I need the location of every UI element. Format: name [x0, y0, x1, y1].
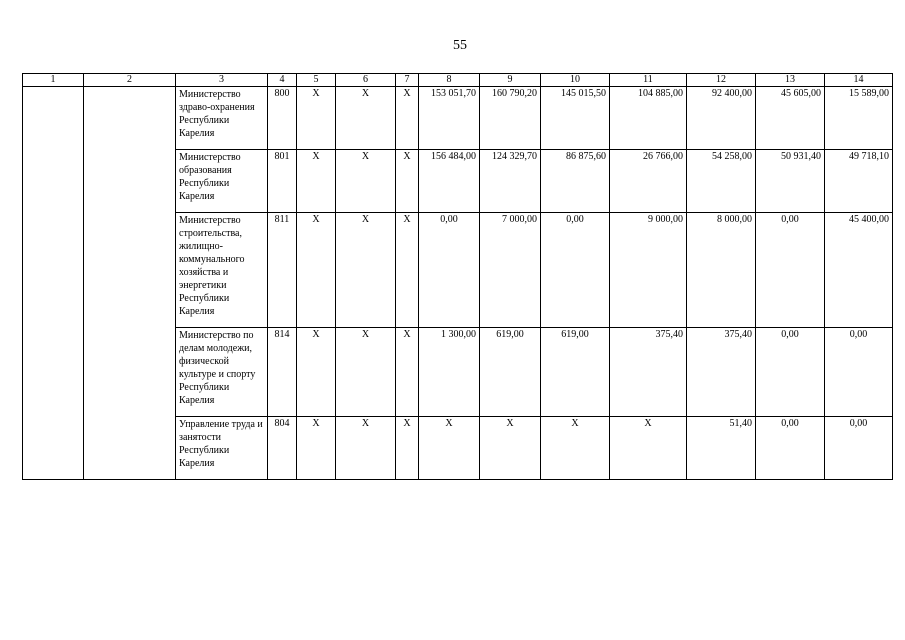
column-header: 12	[687, 74, 756, 87]
ministry-code: 800	[268, 87, 297, 150]
ministry-code: 804	[268, 417, 297, 480]
table-row	[23, 87, 893, 150]
cell-col6: X	[336, 213, 396, 328]
cell-col11: 26 766,00	[610, 150, 687, 213]
cell-col14: 15 589,00	[825, 87, 893, 150]
cell-col5: X	[297, 150, 336, 213]
cell-col10: 619,00	[541, 328, 610, 417]
column-header: 8	[419, 74, 480, 87]
ministry-code: 811	[268, 213, 297, 328]
cell-col10: X	[541, 417, 610, 480]
ministry-name: Министерство по делам молодежи, физической культуре и спорту Республики Карелия	[176, 328, 268, 417]
cell-col14: 49 718,10	[825, 150, 893, 213]
cell-col14: 45 400,00	[825, 213, 893, 328]
cell-col7: X	[396, 213, 419, 328]
cell-col12: 54 258,00	[687, 150, 756, 213]
cell-col9: X	[480, 417, 541, 480]
merged-cell-col1	[23, 87, 84, 480]
column-header: 9	[480, 74, 541, 87]
cell-col5: X	[297, 328, 336, 417]
page-number: 55	[453, 38, 467, 53]
cell-col5: X	[297, 213, 336, 328]
cell-col9: 619,00	[480, 328, 541, 417]
cell-col11: X	[610, 417, 687, 480]
cell-col11: 375,40	[610, 328, 687, 417]
cell-col12: 92 400,00	[687, 87, 756, 150]
cell-col9: 160 790,20	[480, 87, 541, 150]
ministry-name: Министерство здраво-охранения Республики Карелия	[176, 87, 268, 150]
column-header: 4	[268, 74, 297, 87]
cell-col10: 145 015,50	[541, 87, 610, 150]
cell-col11: 9 000,00	[610, 213, 687, 328]
cell-col8: X	[419, 417, 480, 480]
column-number-row	[23, 74, 893, 87]
cell-col8: 153 051,70	[419, 87, 480, 150]
cell-col12: 375,40	[687, 328, 756, 417]
cell-col12: 8 000,00	[687, 213, 756, 328]
cell-col11: 104 885,00	[610, 87, 687, 150]
cell-col7: X	[396, 87, 419, 150]
ministry-name: Управление труда и занятости Республики Карелия	[176, 417, 268, 480]
cell-col13: 0,00	[756, 328, 825, 417]
column-header: 1	[23, 74, 84, 87]
column-header: 14	[825, 74, 893, 87]
ministry-name: Министерство строительства, жилищно-коммунального хозяйства и энергетики Республики Карелия	[176, 213, 268, 328]
cell-col14: 0,00	[825, 328, 893, 417]
budget-table	[22, 73, 893, 480]
column-header: 3	[176, 74, 268, 87]
cell-col8: 1 300,00	[419, 328, 480, 417]
cell-col7: X	[396, 328, 419, 417]
cell-col6: X	[336, 328, 396, 417]
column-header: 10	[541, 74, 610, 87]
cell-col13: 0,00	[756, 213, 825, 328]
column-header: 6	[336, 74, 396, 87]
cell-col9: 124 329,70	[480, 150, 541, 213]
column-header: 5	[297, 74, 336, 87]
cell-col14: 0,00	[825, 417, 893, 480]
cell-col10: 86 875,60	[541, 150, 610, 213]
cell-col7: X	[396, 150, 419, 213]
column-header: 2	[84, 74, 176, 87]
column-header: 11	[610, 74, 687, 87]
merged-cell-col2	[84, 87, 176, 480]
cell-col5: X	[297, 417, 336, 480]
cell-col7: X	[396, 417, 419, 480]
cell-col8: 0,00	[419, 213, 480, 328]
cell-col13: 50 931,40	[756, 150, 825, 213]
ministry-code: 814	[268, 328, 297, 417]
column-header: 13	[756, 74, 825, 87]
cell-col13: 45 605,00	[756, 87, 825, 150]
cell-col10: 0,00	[541, 213, 610, 328]
cell-col12: 51,40	[687, 417, 756, 480]
cell-col5: X	[297, 87, 336, 150]
cell-col6: X	[336, 87, 396, 150]
cell-col9: 7 000,00	[480, 213, 541, 328]
cell-col6: X	[336, 417, 396, 480]
ministry-code: 801	[268, 150, 297, 213]
cell-col13: 0,00	[756, 417, 825, 480]
ministry-name: Министерство образования Республики Карелия	[176, 150, 268, 213]
cell-col6: X	[336, 150, 396, 213]
column-header: 7	[396, 74, 419, 87]
cell-col8: 156 484,00	[419, 150, 480, 213]
